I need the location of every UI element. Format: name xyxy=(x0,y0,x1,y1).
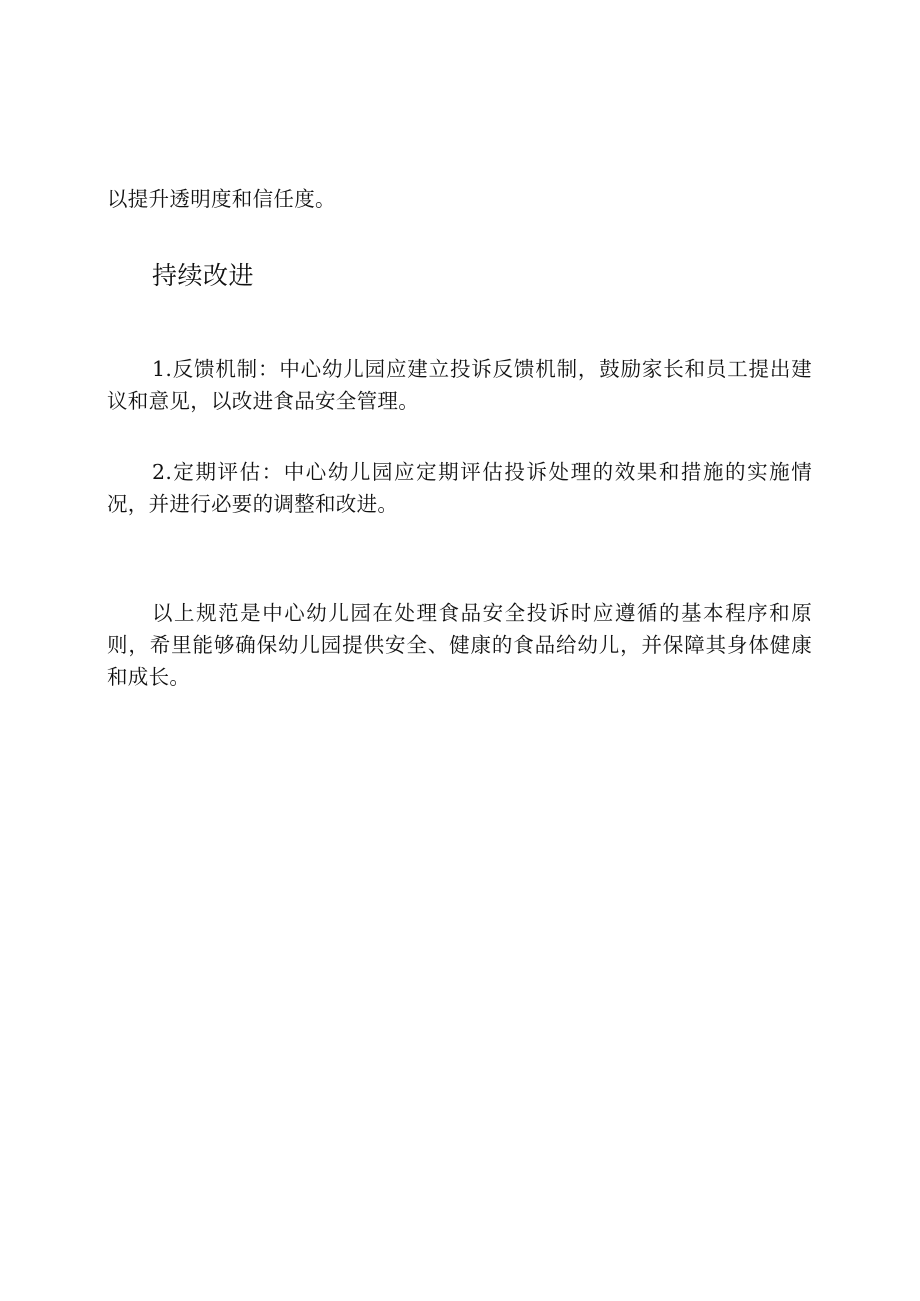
continuation-paragraph: 以提升透明度和信任度。 xyxy=(107,187,336,211)
list-item-number: 1 xyxy=(152,357,166,381)
list-item-2 xyxy=(107,456,812,520)
list-item-text: .反馈机制：中心幼儿园应建立投诉反馈机制，鼓励家长和员工提出建议和意见，以改进食品安全管理。 xyxy=(107,357,812,413)
conclusion-paragraph: 以上规范是中心幼儿园在处理食品安全投诉时应遵循的基本程序和原则，希里能够确保幼儿园提供安全、健康的食品给幼儿，并保障其身体健康和成长。 xyxy=(107,601,812,689)
list-item-1 xyxy=(107,353,812,417)
list-item-number: 2 xyxy=(152,460,166,484)
section-heading: 持续改进 xyxy=(152,261,255,290)
list-item-text: .定期评估：中心幼儿园应定期评估投诉处理的效果和措施的实施情况，并进行必要的调整和改进。 xyxy=(107,460,812,516)
